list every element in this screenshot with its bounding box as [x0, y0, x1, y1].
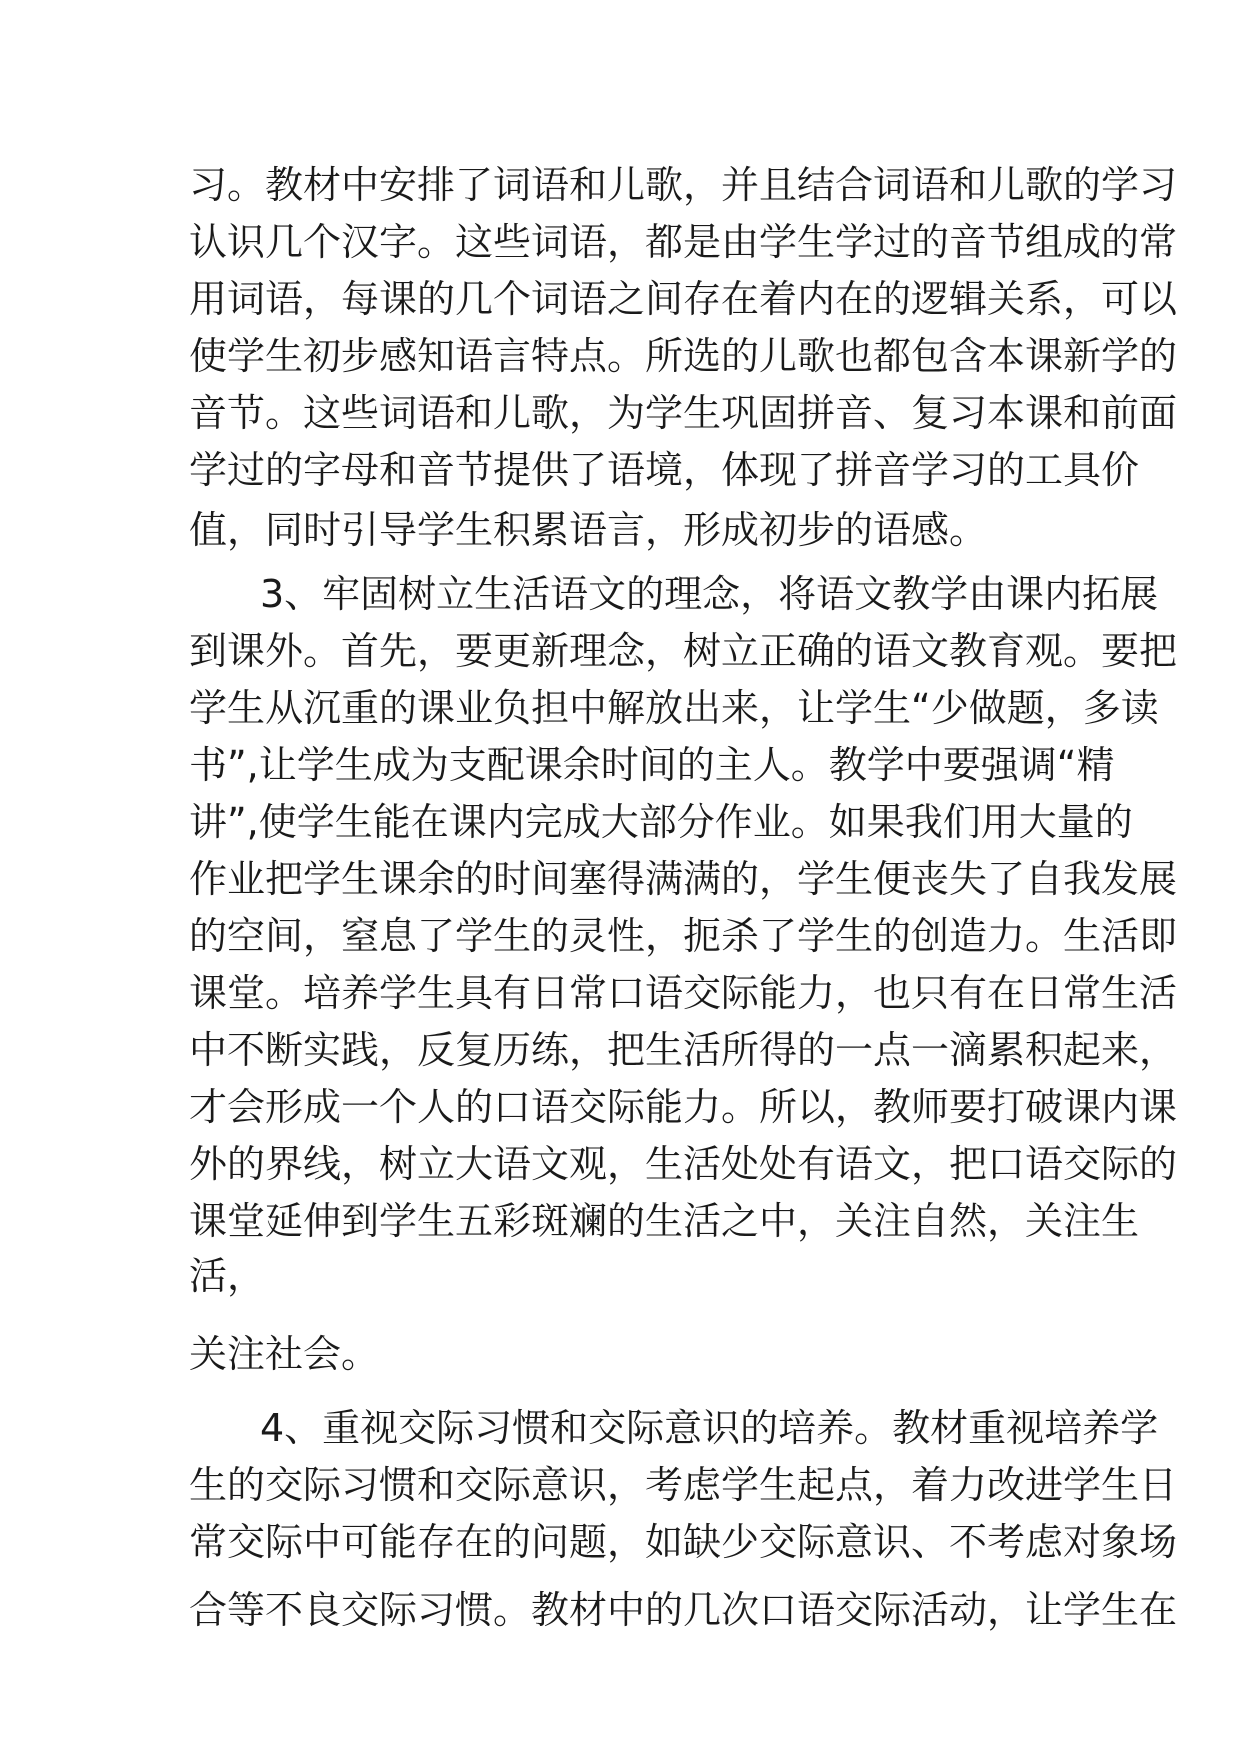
- text-line: 的空间，窒息了学生的灵性，扼杀了学生的创造力。生活即: [189, 914, 1178, 958]
- text-line: 活，: [189, 1254, 266, 1298]
- text-line: 合等不良交际习惯。教材中的几次口语交际活动，让学生在: [189, 1588, 1178, 1632]
- text-line: 课堂。培养学生具有日常口语交际能力，也只有在日常生活: [189, 971, 1178, 1015]
- paragraph-4-first-line: 4、重视交际习惯和交际意识的培养。教材重视培养学: [260, 1406, 1159, 1450]
- text-line: 认识几个汉字。这些词语，都是由学生学过的音节组成的常: [189, 220, 1178, 264]
- text-line: 书”,让学生成为支配课余时间的主人。教学中要强调“精: [189, 743, 1115, 787]
- text-line: 使学生初步感知语言特点。所选的儿歌也都包含本课新学的: [189, 334, 1178, 378]
- text-line: 常交际中可能存在的问题，如缺少交际意识、不考虑对象场: [189, 1520, 1178, 1564]
- text-line: 作业把学生课余的时间塞得满满的，学生便丧失了自我发展: [189, 857, 1178, 901]
- text-line: 外的界线，树立大语文观，生活处处有语文，把口语交际的: [189, 1142, 1178, 1186]
- text-line: 讲”,使学生能在课内完成大部分作业。如果我们用大量的: [189, 800, 1133, 844]
- text-line: 用词语，每课的几个词语之间存在着内在的逻辑关系，可以: [189, 277, 1178, 321]
- text-line: 课堂延伸到学生五彩斑斓的生活之中，关注自然，关注生: [189, 1199, 1140, 1243]
- text-line: 到课外。首先，要更新理念，树立正确的语文教育观。要把: [189, 629, 1178, 673]
- text-line: 才会形成一个人的口语交际能力。所以，教师要打破课内课: [189, 1085, 1178, 1129]
- text-line: 学生从沉重的课业负担中解放出来，让学生“少做题，多读: [189, 686, 1159, 730]
- text-line: 音节。这些词语和儿歌，为学生巩固拼音、复习本课和前面: [189, 391, 1178, 435]
- text-line: 习。教材中安排了词语和儿歌，并且结合词语和儿歌的学习: [189, 163, 1178, 207]
- text-line: 关注社会。: [189, 1332, 380, 1376]
- text-line: 值，同时引导学生积累语言，形成初步的语感。: [189, 508, 988, 552]
- text-line: 生的交际习惯和交际意识，考虑学生起点，着力改进学生日: [189, 1463, 1178, 1507]
- paragraph-3-first-line: 3、牢固树立生活语文的理念，将语文教学由课内拓展: [260, 572, 1159, 616]
- text-line: 学过的字母和音节提供了语境，体现了拼音学习的工具价: [189, 448, 1140, 492]
- text-line: 中不断实践，反复历练，把生活所得的一点一滴累积起来，: [189, 1028, 1178, 1072]
